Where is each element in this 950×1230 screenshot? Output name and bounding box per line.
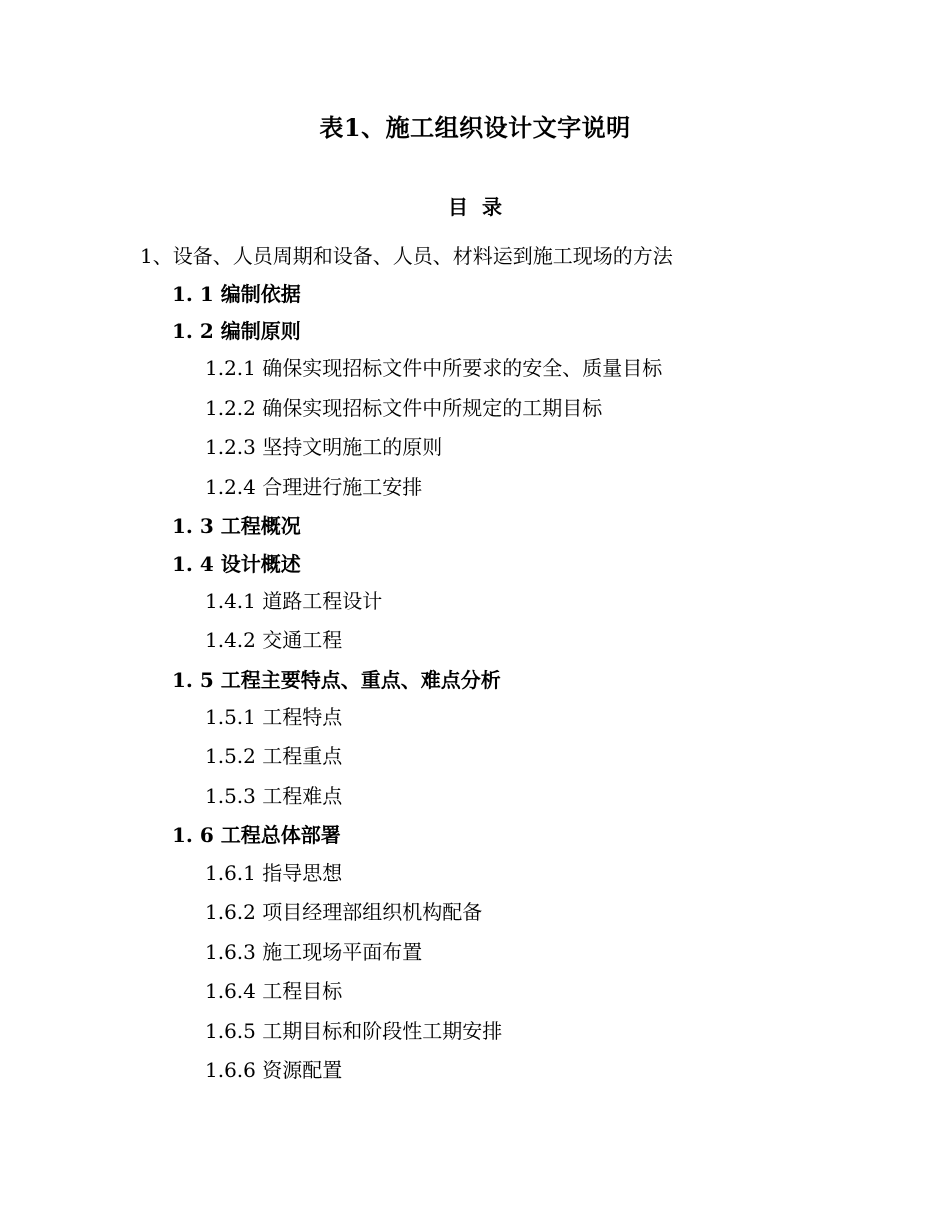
toc-entry-1-4[interactable]: 1. 4 设计概述 (172, 552, 301, 576)
toc-entry-1-2-4[interactable]: 1.2.4 合理进行施工安排 (205, 475, 423, 499)
toc-entry-1-6[interactable]: 1. 6 工程总体部署 (172, 823, 341, 847)
toc-entry-1-2[interactable]: 1. 2 编制原则 (172, 319, 301, 343)
toc-entry-1-1[interactable]: 1. 1 编制依据 (172, 282, 301, 306)
toc-entry-1-3[interactable]: 1. 3 工程概况 (172, 514, 301, 538)
toc-entry-1-5-3[interactable]: 1.5.3 工程难点 (205, 784, 343, 808)
toc-entry-1-2-2[interactable]: 1.2.2 确保实现招标文件中所规定的工期目标 (205, 396, 603, 420)
toc-entry-1-6-5[interactable]: 1.6.5 工期目标和阶段性工期安排 (205, 1019, 503, 1043)
toc-entry-1-4-1[interactable]: 1.4.1 道路工程设计 (205, 589, 383, 613)
toc-entry-1-4-2[interactable]: 1.4.2 交通工程 (205, 628, 343, 652)
toc-entry-1-6-2[interactable]: 1.6.2 项目经理部组织机构配备 (205, 900, 483, 924)
document-title: 表1、施工组织设计文字说明 (319, 113, 631, 142)
toc-entry-1-6-3[interactable]: 1.6.3 施工现场平面布置 (205, 940, 423, 964)
toc-heading: 目录 (448, 195, 516, 219)
toc-entry-1-6-1[interactable]: 1.6.1 指导思想 (205, 861, 343, 885)
toc-entry-1-5-2[interactable]: 1.5.2 工程重点 (205, 744, 343, 768)
toc-entry-1-2-3[interactable]: 1.2.3 坚持文明施工的原则 (205, 435, 443, 459)
toc-entry-1-5[interactable]: 1. 5 工程主要特点、重点、难点分析 (172, 668, 501, 692)
toc-entry-1-5-1[interactable]: 1.5.1 工程特点 (205, 705, 343, 729)
toc-entry-1-6-4[interactable]: 1.6.4 工程目标 (205, 979, 343, 1003)
toc-entry-chapter-1[interactable]: 1、设备、人员周期和设备、人员、材料运到施工现场的方法 (140, 244, 673, 268)
toc-entry-1-6-6[interactable]: 1.6.6 资源配置 (205, 1058, 343, 1082)
toc-entry-1-2-1[interactable]: 1.2.1 确保实现招标文件中所要求的安全、质量目标 (205, 356, 663, 380)
